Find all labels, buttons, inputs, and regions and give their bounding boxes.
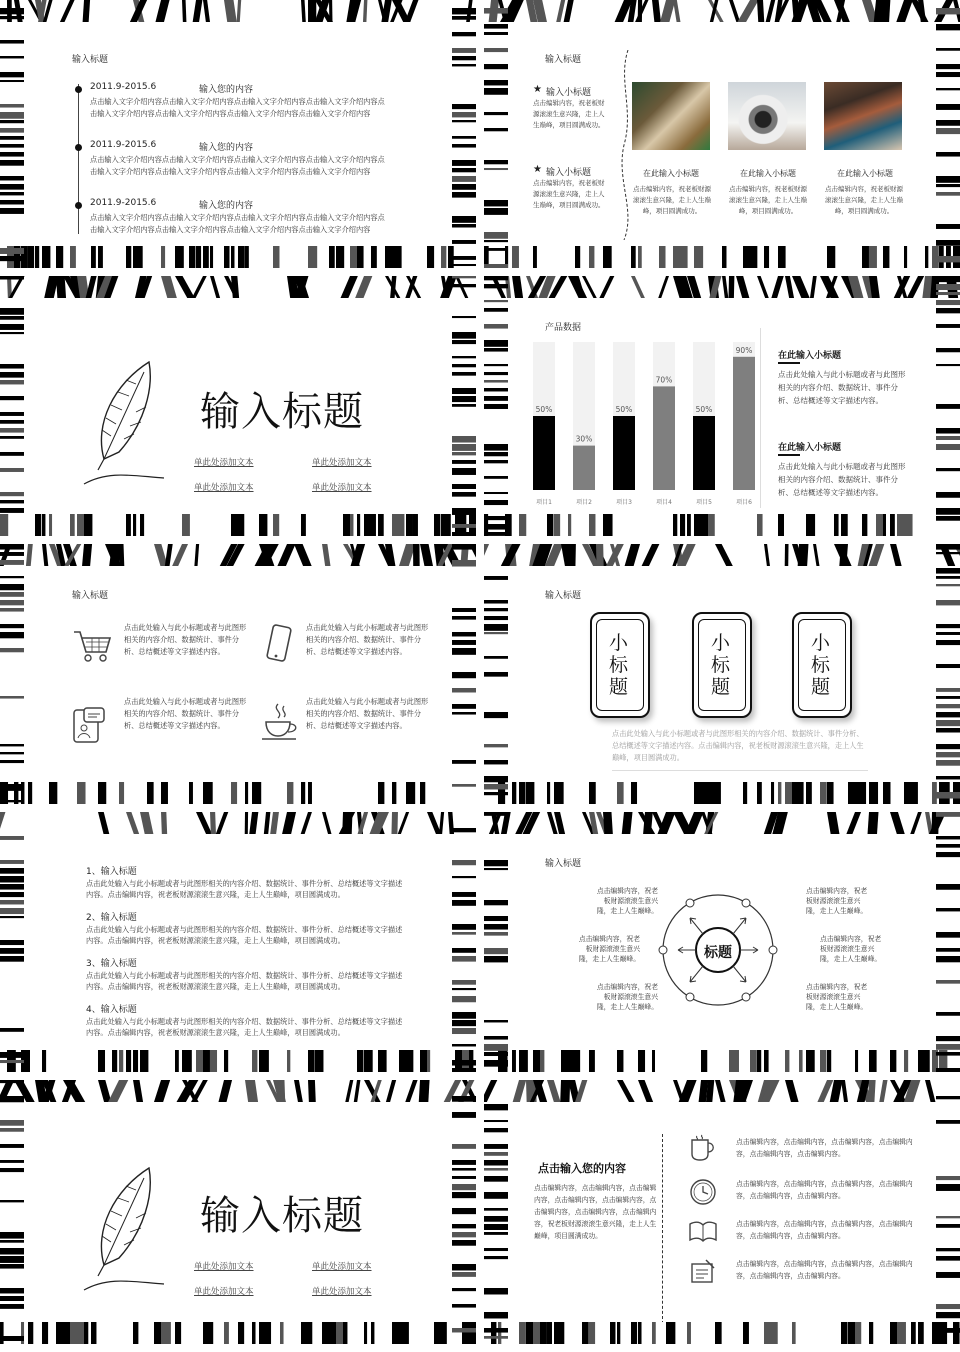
slide-title-feather bbox=[0, 276, 476, 536]
star-icon: ★ bbox=[533, 84, 542, 95]
text-link[interactable]: 单此处添加文本 bbox=[194, 483, 254, 493]
cycle-text: 点击编辑内容，祝老板财源滚滚生意兴隆，走上人生巅峰。 bbox=[806, 887, 868, 915]
icon-body: 点击此处输入与此小标题或者与此图形相关的内容介绍、数据统计、事件分析、总结概述等文字描述内容。 bbox=[124, 697, 247, 730]
slide-content bbox=[508, 834, 936, 1050]
phone-label: 小标题 bbox=[811, 632, 831, 698]
slide-heading: 点击输入您的内容 bbox=[538, 1162, 626, 1175]
slide-icons bbox=[0, 544, 476, 804]
phones-body: 点击此处输入与此小标题或者与此图形相关的内容介绍、数据统计、事件分析、总结概述等文字描述内容。点击编辑内容，祝老板财源滚滚生意兴隆，走上人生巅峰，项目圆满成功。 bbox=[612, 729, 864, 762]
text-link[interactable]: 单此处添加文本 bbox=[312, 483, 372, 493]
slide-title: 输入标题 bbox=[72, 591, 109, 601]
subtitle-body: 点击编辑内容，祝老板财源滚滚生意兴隆，走上人生巅峰，项目圆满成功。 bbox=[533, 99, 605, 129]
slide-circle-diagram bbox=[484, 812, 960, 1072]
cycle-text: 点击编辑内容，祝老板财源滚滚生意兴隆，走上人生巅峰。 bbox=[820, 935, 882, 963]
list-heading: 4、输入标题 bbox=[86, 1005, 137, 1015]
star-icon: ★ bbox=[533, 164, 542, 175]
heading-underline bbox=[778, 362, 800, 364]
timeline-date: 2011.9-2015.6 bbox=[90, 140, 157, 150]
icon-body: 点击此处输入与此小标题或者与此图形相关的内容介绍、数据统计、事件分析、总结概述等文字描述内容。 bbox=[306, 697, 429, 730]
slide-title: 输入标题 bbox=[545, 55, 582, 65]
divider bbox=[760, 328, 761, 508]
photo-caption: 在此输入小标题 bbox=[837, 169, 893, 178]
text-link[interactable]: 单此处添加文本 bbox=[312, 1287, 372, 1297]
slide-title: 输入标题 bbox=[545, 591, 582, 601]
bar bbox=[733, 357, 755, 490]
list-heading: 1、输入标题 bbox=[86, 867, 137, 877]
list-heading: 2、输入标题 bbox=[86, 913, 137, 923]
icon-body: 点击此处输入与此小标题或者与此图形相关的内容介绍、数据统计、事件分析、总结概述等文字描述内容。 bbox=[306, 623, 429, 656]
feather-icon bbox=[64, 1150, 174, 1300]
photo-workspace bbox=[632, 82, 710, 150]
cycle-text: 点击编辑内容，祝老板财源滚滚生意兴隆，走上人生巅峰。 bbox=[806, 983, 868, 1011]
bar bbox=[653, 386, 675, 490]
photo-body: 点击编辑内容，祝老板财源滚滚生意兴隆，走上人生巅峰，项目圆满成功。 bbox=[825, 185, 903, 215]
timeline-date: 2011.9-2015.6 bbox=[90, 82, 157, 92]
bar bbox=[573, 446, 595, 490]
data-label: 50% bbox=[615, 405, 633, 414]
data-label: 70% bbox=[655, 375, 673, 385]
photo-speaker bbox=[728, 82, 806, 150]
phone-mockup bbox=[792, 612, 852, 718]
list-heading: 3、输入标题 bbox=[86, 959, 137, 969]
bar bbox=[613, 416, 635, 490]
side-body: 点击此处输入与此小标题或者与此图形相关的内容介绍、数据统计、事件分析、总结概述等文字描述内容。 bbox=[778, 462, 906, 497]
subtitle: 输入小标题 bbox=[546, 168, 592, 178]
bar bbox=[693, 416, 715, 490]
slide-heading: 输入标题 bbox=[200, 389, 364, 435]
heading-underline bbox=[778, 454, 800, 456]
slide-title-feather-2 bbox=[0, 1080, 476, 1344]
timeline-body: 点击输入文字介绍内容点击输入文字介绍内容点击输入文字介绍内容点击输入文字介绍内容点击输入文字介绍内容点击输入文字介绍内容点击输入文字介绍内容点击输入文字介绍内容 bbox=[90, 97, 385, 118]
slide-content bbox=[508, 298, 936, 514]
list-body: 点击此处输入与此小标题或者与此图形相关的内容介绍、数据统计、事件分析、总结概述等文字描述内容。点击编辑内容，祝老板财源滚滚生意兴隆，走上人生巅峰，项目圆满成功。 bbox=[86, 1017, 403, 1037]
slide-chart bbox=[484, 276, 960, 536]
text-link[interactable]: 单此处添加文本 bbox=[194, 458, 254, 468]
cycle-text: 点击编辑内容，祝老板财源滚滚生意兴隆，走上人生巅峰。 bbox=[596, 887, 658, 915]
side-heading: 在此输入小标题 bbox=[778, 351, 842, 361]
category-label: 项目6 bbox=[736, 499, 752, 506]
phone-label: 小标题 bbox=[609, 632, 629, 698]
row-text: 点击编辑内容，点击编辑内容，点击编辑内容，点击编辑内容，点击编辑内容，点击编辑内容。 bbox=[736, 1138, 913, 1158]
slide-timeline bbox=[0, 0, 476, 268]
list-body: 点击此处输入与此小标题或者与此图形相关的内容介绍、数据统计、事件分析、总结概述等文字描述内容。点击编辑内容，祝老板财源滚滚生意兴隆，走上人生巅峰，项目圆满成功。 bbox=[86, 971, 403, 991]
data-label: 50% bbox=[535, 405, 553, 414]
timeline-heading: 输入您的内容 bbox=[199, 143, 254, 153]
cycle-text: 点击编辑内容，祝老板财源滚滚生意兴隆，走上人生巅峰。 bbox=[596, 983, 658, 1011]
timeline-heading: 输入您的内容 bbox=[199, 201, 254, 211]
slide-content bbox=[508, 22, 936, 246]
data-label: 50% bbox=[695, 405, 713, 414]
cycle-text: 点击编辑内容，祝老板财源滚滚生意兴隆，走上人生巅峰。 bbox=[578, 935, 640, 963]
text-link[interactable]: 单此处添加文本 bbox=[194, 1287, 254, 1297]
timeline-dot bbox=[75, 144, 82, 151]
row-text: 点击编辑内容，点击编辑内容，点击编辑内容，点击编辑内容，点击编辑内容，点击编辑内容。 bbox=[736, 1220, 913, 1240]
slide-content bbox=[508, 566, 936, 782]
cart-icon bbox=[72, 628, 112, 664]
data-label: 90% bbox=[735, 345, 753, 355]
timeline-heading: 输入您的内容 bbox=[199, 85, 254, 95]
timeline-dot bbox=[75, 86, 82, 93]
slide-content bbox=[24, 298, 452, 514]
icon-body: 点击此处输入与此小标题或者与此图形相关的内容介绍、数据统计、事件分析、总结概述等文字描述内容。 bbox=[124, 623, 247, 656]
note-icon bbox=[688, 1258, 718, 1286]
timeline-line bbox=[78, 84, 79, 234]
slide-phones bbox=[484, 544, 960, 804]
book-icon bbox=[688, 1218, 718, 1246]
row-text: 点击编辑内容，点击编辑内容，点击编辑内容，点击编辑内容，点击编辑内容，点击编辑内容。 bbox=[736, 1180, 913, 1200]
timeline-dot bbox=[75, 202, 82, 209]
slide-content bbox=[24, 834, 452, 1050]
phone-label: 小标题 bbox=[711, 632, 731, 698]
side-heading: 在此输入小标题 bbox=[778, 443, 842, 453]
data-label: 30% bbox=[575, 434, 593, 444]
subtitle-body: 点击编辑内容，祝老板财源滚滚生意兴隆，走上人生巅峰，项目圆满成功。 bbox=[533, 179, 605, 209]
photo-body: 点击编辑内容，祝老板财源滚滚生意兴隆，走上人生巅峰，项目圆满成功。 bbox=[633, 185, 711, 215]
slide-content bbox=[24, 22, 452, 246]
slide-content bbox=[508, 1102, 936, 1322]
timeline-body: 点击输入文字介绍内容点击输入文字介绍内容点击输入文字介绍内容点击输入文字介绍内容点击输入文字介绍内容点击输入文字介绍内容点击输入文字介绍内容点击输入文字介绍内容 bbox=[90, 155, 385, 176]
side-body: 点击此处输入与此小标题或者与此图形相关的内容介绍、数据统计、事件分析、总结概述等文字描述内容。 bbox=[778, 370, 906, 405]
clock-icon bbox=[688, 1178, 718, 1206]
text-link[interactable]: 单此处添加文本 bbox=[194, 1262, 254, 1272]
list-body: 点击此处输入与此小标题或者与此图形相关的内容介绍、数据统计、事件分析、总结概述等文字描述内容。点击编辑内容，祝老板财源滚滚生意兴隆，走上人生巅峰，项目圆满成功。 bbox=[86, 879, 403, 899]
mug-icon bbox=[688, 1134, 718, 1162]
category-label: 项目5 bbox=[696, 499, 712, 506]
cycle-center-label: 标题 bbox=[704, 945, 732, 961]
intro-body: 点击编辑内容，点击编辑内容，点击编辑内容，点击编辑内容，点击编辑内容，点击编辑内容，点击编辑内容，点击编辑内容，祝老板财源滚滚生意兴隆，走上人生巅峰，项目圆满成功。 bbox=[534, 1184, 657, 1240]
slide-content bbox=[24, 566, 452, 782]
chart-title: 产品数据 bbox=[545, 323, 582, 333]
slide-heading: 输入标题 bbox=[200, 1193, 364, 1239]
photo-caption: 在此输入小标题 bbox=[643, 169, 699, 178]
list-body: 点击此处输入与此小标题或者与此图形相关的内容介绍、数据统计、事件分析、总结概述等文字描述内容。点击编辑内容，祝老板财源滚滚生意兴隆，走上人生巅峰，项目圆满成功。 bbox=[86, 925, 403, 945]
photo-caption: 在此输入小标题 bbox=[740, 169, 796, 178]
row-text: 点击编辑内容，点击编辑内容，点击编辑内容，点击编辑内容，点击编辑内容，点击编辑内容。 bbox=[736, 1260, 913, 1280]
phone-mockup bbox=[590, 612, 650, 718]
subtitle: 输入小标题 bbox=[546, 88, 592, 98]
feather-icon bbox=[64, 344, 174, 494]
category-label: 项目3 bbox=[616, 499, 632, 506]
slide-title: 输入标题 bbox=[545, 859, 582, 869]
bar-chart bbox=[528, 338, 768, 514]
slide-content bbox=[24, 1102, 452, 1322]
photo-desk bbox=[824, 82, 902, 150]
category-label: 项目4 bbox=[656, 499, 672, 506]
text-link[interactable]: 单此处添加文本 bbox=[312, 458, 372, 468]
slide-photos bbox=[484, 0, 960, 268]
chat-icon bbox=[72, 706, 106, 744]
slide-title: 输入标题 bbox=[72, 55, 109, 65]
text-link[interactable]: 单此处添加文本 bbox=[312, 1262, 372, 1272]
phone-icon bbox=[266, 624, 294, 664]
dashed-divider bbox=[662, 1134, 663, 1322]
coffee-icon bbox=[260, 702, 300, 742]
slide-icon-list bbox=[484, 1080, 960, 1344]
divider bbox=[612, 770, 868, 771]
timeline-body: 点击输入文字介绍内容点击输入文字介绍内容点击输入文字介绍内容点击输入文字介绍内容点击输入文字介绍内容点击输入文字介绍内容点击输入文字介绍内容点击输入文字介绍内容 bbox=[90, 213, 385, 234]
category-label: 项目2 bbox=[576, 499, 592, 506]
bar bbox=[533, 416, 555, 490]
timeline-date: 2011.9-2015.6 bbox=[90, 198, 157, 208]
photo-body: 点击编辑内容，祝老板财源滚滚生意兴隆，走上人生巅峰，项目圆满成功。 bbox=[729, 185, 807, 215]
phone-mockup bbox=[692, 612, 752, 718]
slide-list bbox=[0, 812, 476, 1072]
category-label: 项目1 bbox=[536, 499, 552, 506]
